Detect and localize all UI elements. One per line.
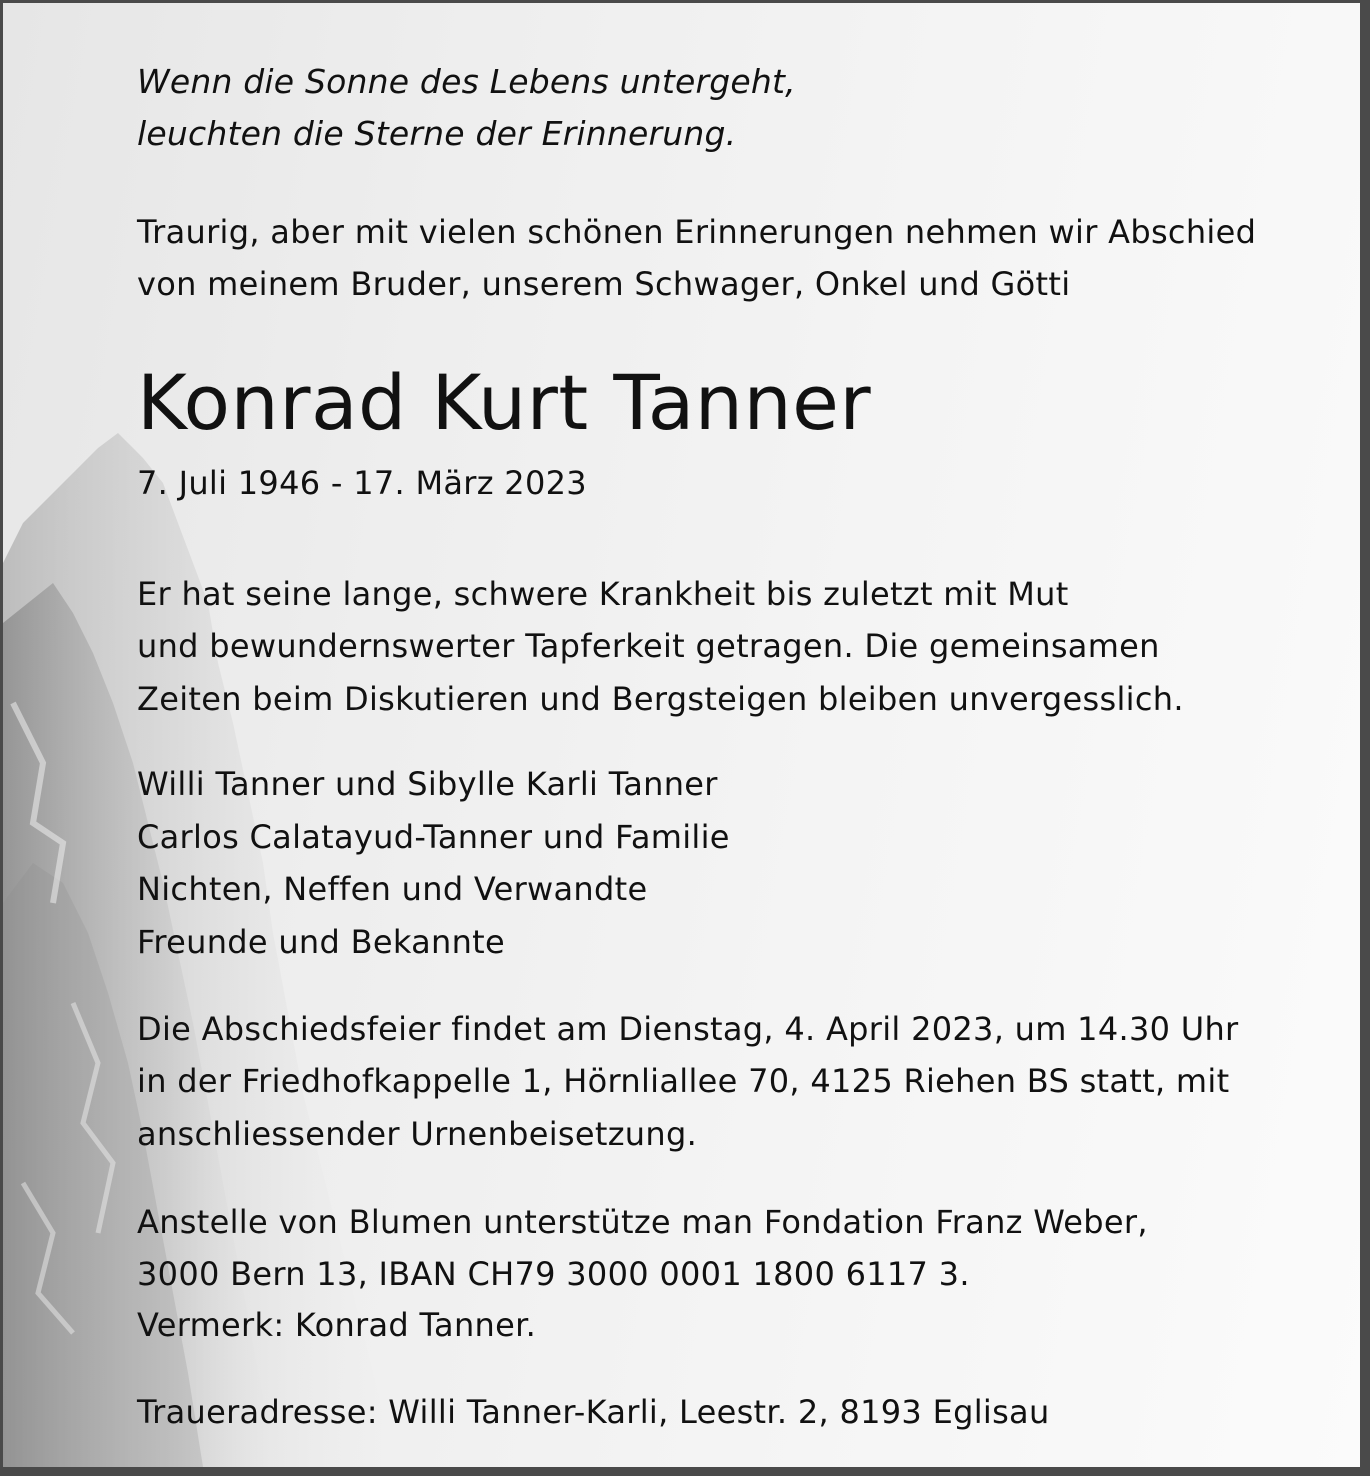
ceremony-line: anschliessender Urnenbeisetzung. (137, 1115, 698, 1153)
mourner-line: Freunde und Bekannte (137, 923, 506, 961)
intro-line: Traurig, aber mit vielen schönen Erinnerungen nehmen wir Abschied (137, 213, 1257, 251)
donation-line: 3000 Bern 13, IBAN CH79 3000 0001 1800 6117 3. (137, 1255, 970, 1293)
donation-line: Anstelle von Blumen unterstütze man Fondation Franz Weber, (137, 1203, 1148, 1241)
ceremony-line: in der Friedhofkappelle 1, Hörnliallee 70, 4125 Riehen BS statt, mit (137, 1062, 1230, 1100)
donation-line: Vermerk: Konrad Tanner. (137, 1306, 537, 1344)
tribute-line: Zeiten beim Diskutieren und Bergsteigen bleiben unvergesslich. (137, 680, 1184, 718)
tribute-line: und bewundernswerter Tapferkeit getragen. Die gemeinsamen (137, 627, 1160, 665)
tribute-line: Er hat seine lange, schwere Krankheit bis zuletzt mit Mut (137, 575, 1069, 613)
motto-line: Wenn die Sonne des Lebens untergeht, (137, 62, 796, 101)
mourner-line: Willi Tanner und Sibylle Karli Tanner (137, 765, 718, 803)
ceremony-line: Die Abschiedsfeier findet am Dienstag, 4. April 2023, um 14.30 Uhr (137, 1010, 1239, 1048)
intro-line: von meinem Bruder, unserem Schwager, Onkel und Götti (137, 265, 1071, 303)
life-dates: 7. Juli 1946 - 17. März 2023 (137, 464, 587, 502)
mourning-address: Traueradresse: Willi Tanner-Karli, Leestr. 2, 8193 Eglisau (137, 1393, 1050, 1431)
mourner-line: Carlos Calatayud-Tanner und Familie (137, 818, 730, 856)
mourner-line: Nichten, Neffen und Verwandte (137, 870, 648, 908)
deceased-name: Konrad Kurt Tanner (137, 358, 872, 447)
motto-line: leuchten die Sterne der Erinnerung. (137, 114, 737, 153)
